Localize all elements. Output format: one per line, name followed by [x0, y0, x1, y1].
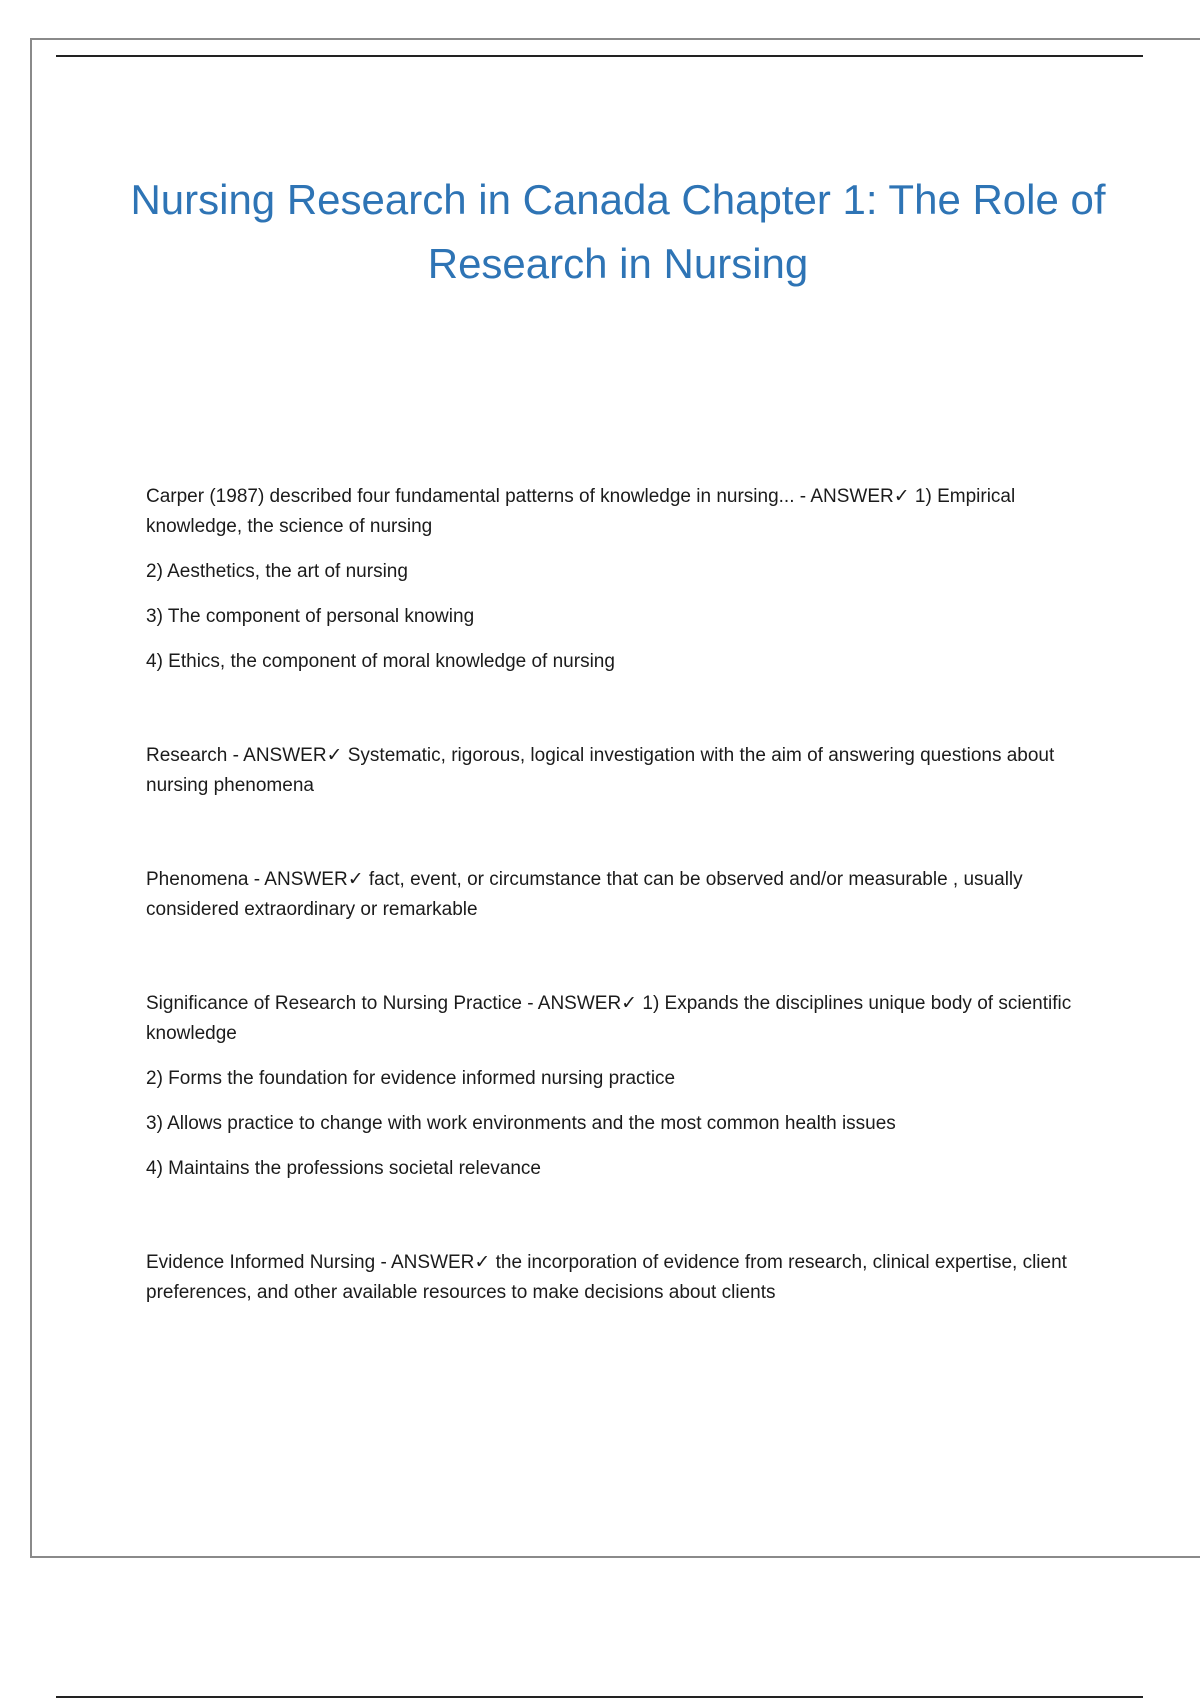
- qa-entry-significance: [146, 989, 1086, 1184]
- qa-answer-item: 2) Forms the foundation for evidence informed nursing practice: [146, 1068, 676, 1089]
- document-title: Nursing Research in Canada Chapter 1: The Role of Research in Nursing: [130, 176, 1106, 287]
- header-rule: [56, 55, 1143, 57]
- qa-answer-item: 3) Allows practice to change with work environments and the most common health issues: [146, 1113, 896, 1134]
- qa-entry-research: [146, 741, 1086, 801]
- qa-question: Phenomena - ANSWER✓ fact, event, or circumstance that can be observed and/or measurable , usually considered extraordinary or remarkable: [146, 869, 1023, 920]
- qa-answer-item: 4) Maintains the professions societal relevance: [146, 1158, 541, 1179]
- qa-content: [146, 482, 1086, 1308]
- qa-question: Significance of Research to Nursing Practice - ANSWER✓ 1) Expands the disciplines unique body of scientific knowledge: [146, 993, 1072, 1044]
- qa-answer-item: 2) Aesthetics, the art of nursing: [146, 561, 408, 582]
- qa-answer-item: 4) Ethics, the component of moral knowledge of nursing: [146, 651, 615, 672]
- qa-question: Carper (1987) described four fundamental patterns of knowledge in nursing... - ANSWER✓ 1) Empirical knowledge, the science of nursing: [146, 486, 1016, 537]
- qa-entry-carper: [146, 482, 1086, 677]
- qa-answer-item: 3) The component of personal knowing: [146, 606, 475, 627]
- qa-entry-evidence-informed: [146, 1248, 1086, 1308]
- qa-question: Research - ANSWER✓ Systematic, rigorous, logical investigation with the aim of answering questions about nursing phenomena: [146, 745, 1055, 796]
- qa-question: Evidence Informed Nursing - ANSWER✓ the incorporation of evidence from research, clinical expertise, client preferences, and other available resources to make decisions about clients: [146, 1252, 1067, 1303]
- qa-entry-phenomena: [146, 865, 1086, 925]
- footer-rule: [56, 1696, 1143, 1698]
